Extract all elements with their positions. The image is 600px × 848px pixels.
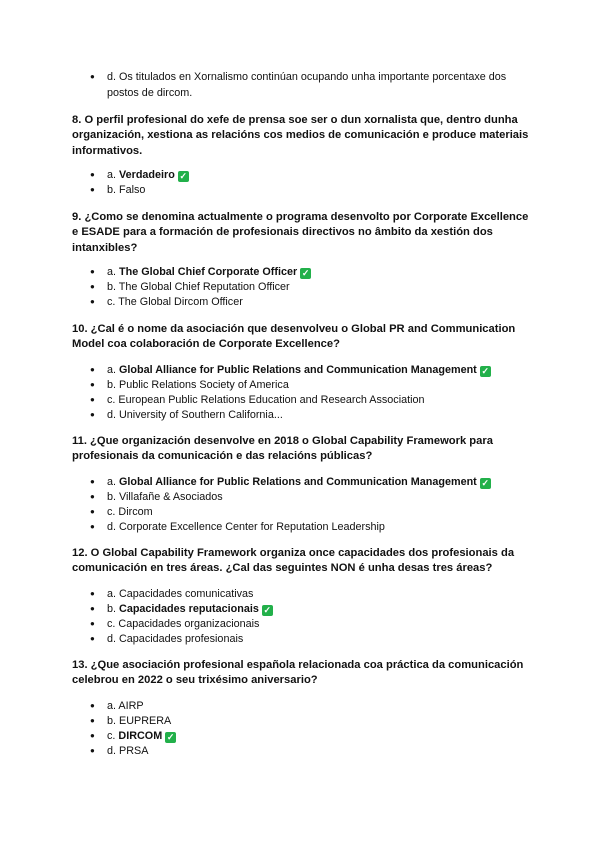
option: ● b. EUPRERA	[0, 714, 600, 729]
option: ● a. Capacidades comunicativas	[0, 587, 600, 602]
options-q10	[0, 363, 600, 423]
option-correct: ● b. Capacidades reputacionais ✓	[0, 602, 600, 617]
options-q8	[0, 168, 600, 198]
option: ● b. The Global Chief Reputation Officer	[0, 280, 600, 295]
check-icon: ✓	[481, 478, 490, 488]
options-q11	[0, 475, 600, 535]
option-correct: ● a. Verdadeiro ✓	[0, 168, 600, 183]
question-12: 12. O Global Capability Framework organiza once capacidades dos profesionais da comunicación en tres áreas. ¿Cal das seguintes NON é unha desas tres áreas?	[72, 547, 515, 575]
check-icon: ✓	[481, 366, 490, 376]
check-icon: ✓	[179, 171, 188, 181]
option: ● b. Falso	[0, 183, 600, 198]
option: ● c. Dircom	[0, 505, 600, 520]
option-correct: ● a. Global Alliance for Public Relations and Communication Management ✓	[0, 475, 600, 490]
question-13: 13. ¿Que asociación profesional española relacionada coa práctica da comunicación celebrou en 2022 o seu trixésimo aniversario?	[72, 659, 524, 687]
options-q12	[0, 587, 600, 647]
question-8: 8. O perfil profesional do xefe de prensa soe ser o dun xornalista que, dentro dunha organización, xestiona as relacións cos medios de comunicación e produce materiais informativos.	[72, 114, 529, 157]
option: ● d. University of Southern California...	[0, 408, 600, 423]
option-correct: ● c. DIRCOM ✓	[0, 729, 600, 744]
option: ● a. AIRP	[0, 699, 600, 714]
option-correct: ● a. Global Alliance for Public Relations and Communication Management ✓	[0, 363, 600, 378]
check-icon: ✓	[166, 731, 175, 742]
list-item: ● d. Os titulados en Xornalismo continúan ocupando unha importante porcentaxe dos	[0, 70, 600, 85]
option: ● d. Corporate Excellence Center for Reputation Leadership	[0, 520, 600, 535]
intro-list	[0, 70, 600, 85]
option-correct: ● a. The Global Chief Corporate Officer ✓	[0, 265, 600, 280]
option: ● c. European Public Relations Education and Research Association	[0, 393, 600, 408]
question-9: 9. ¿Como se denomina actualmente o programa desenvolto por Corporate Excellence e ESADE para a formación de profesionais directivos no âmbito da xestión dos intanxibles?	[72, 211, 529, 254]
option: ● d. Capacidades profesionais	[0, 632, 600, 647]
check-icon: ✓	[301, 268, 310, 278]
option: ● b. Public Relations Society of America	[0, 378, 600, 393]
question-10: 10. ¿Cal é o nome da asociación que desenvolveu o Global PR and Communication Model coa colaboración de Corporate Excellence?	[72, 323, 516, 351]
options-q9	[0, 265, 600, 310]
check-icon: ✓	[263, 604, 272, 615]
options-q13	[0, 699, 600, 759]
option: ● b. Villafañe & Asociados	[0, 490, 600, 505]
question-11: 11. ¿Que organización desenvolve en 2018 o Global Capability Framework para profesionais da comunicación e das relacións públicas?	[72, 435, 493, 463]
list-item-continuation: postos de dircom.	[107, 87, 193, 99]
option: ● c. The Global Dircom Officer	[0, 295, 600, 310]
option: ● c. Capacidades organizacionais	[0, 617, 600, 632]
option: ● d. PRSA	[0, 744, 600, 759]
